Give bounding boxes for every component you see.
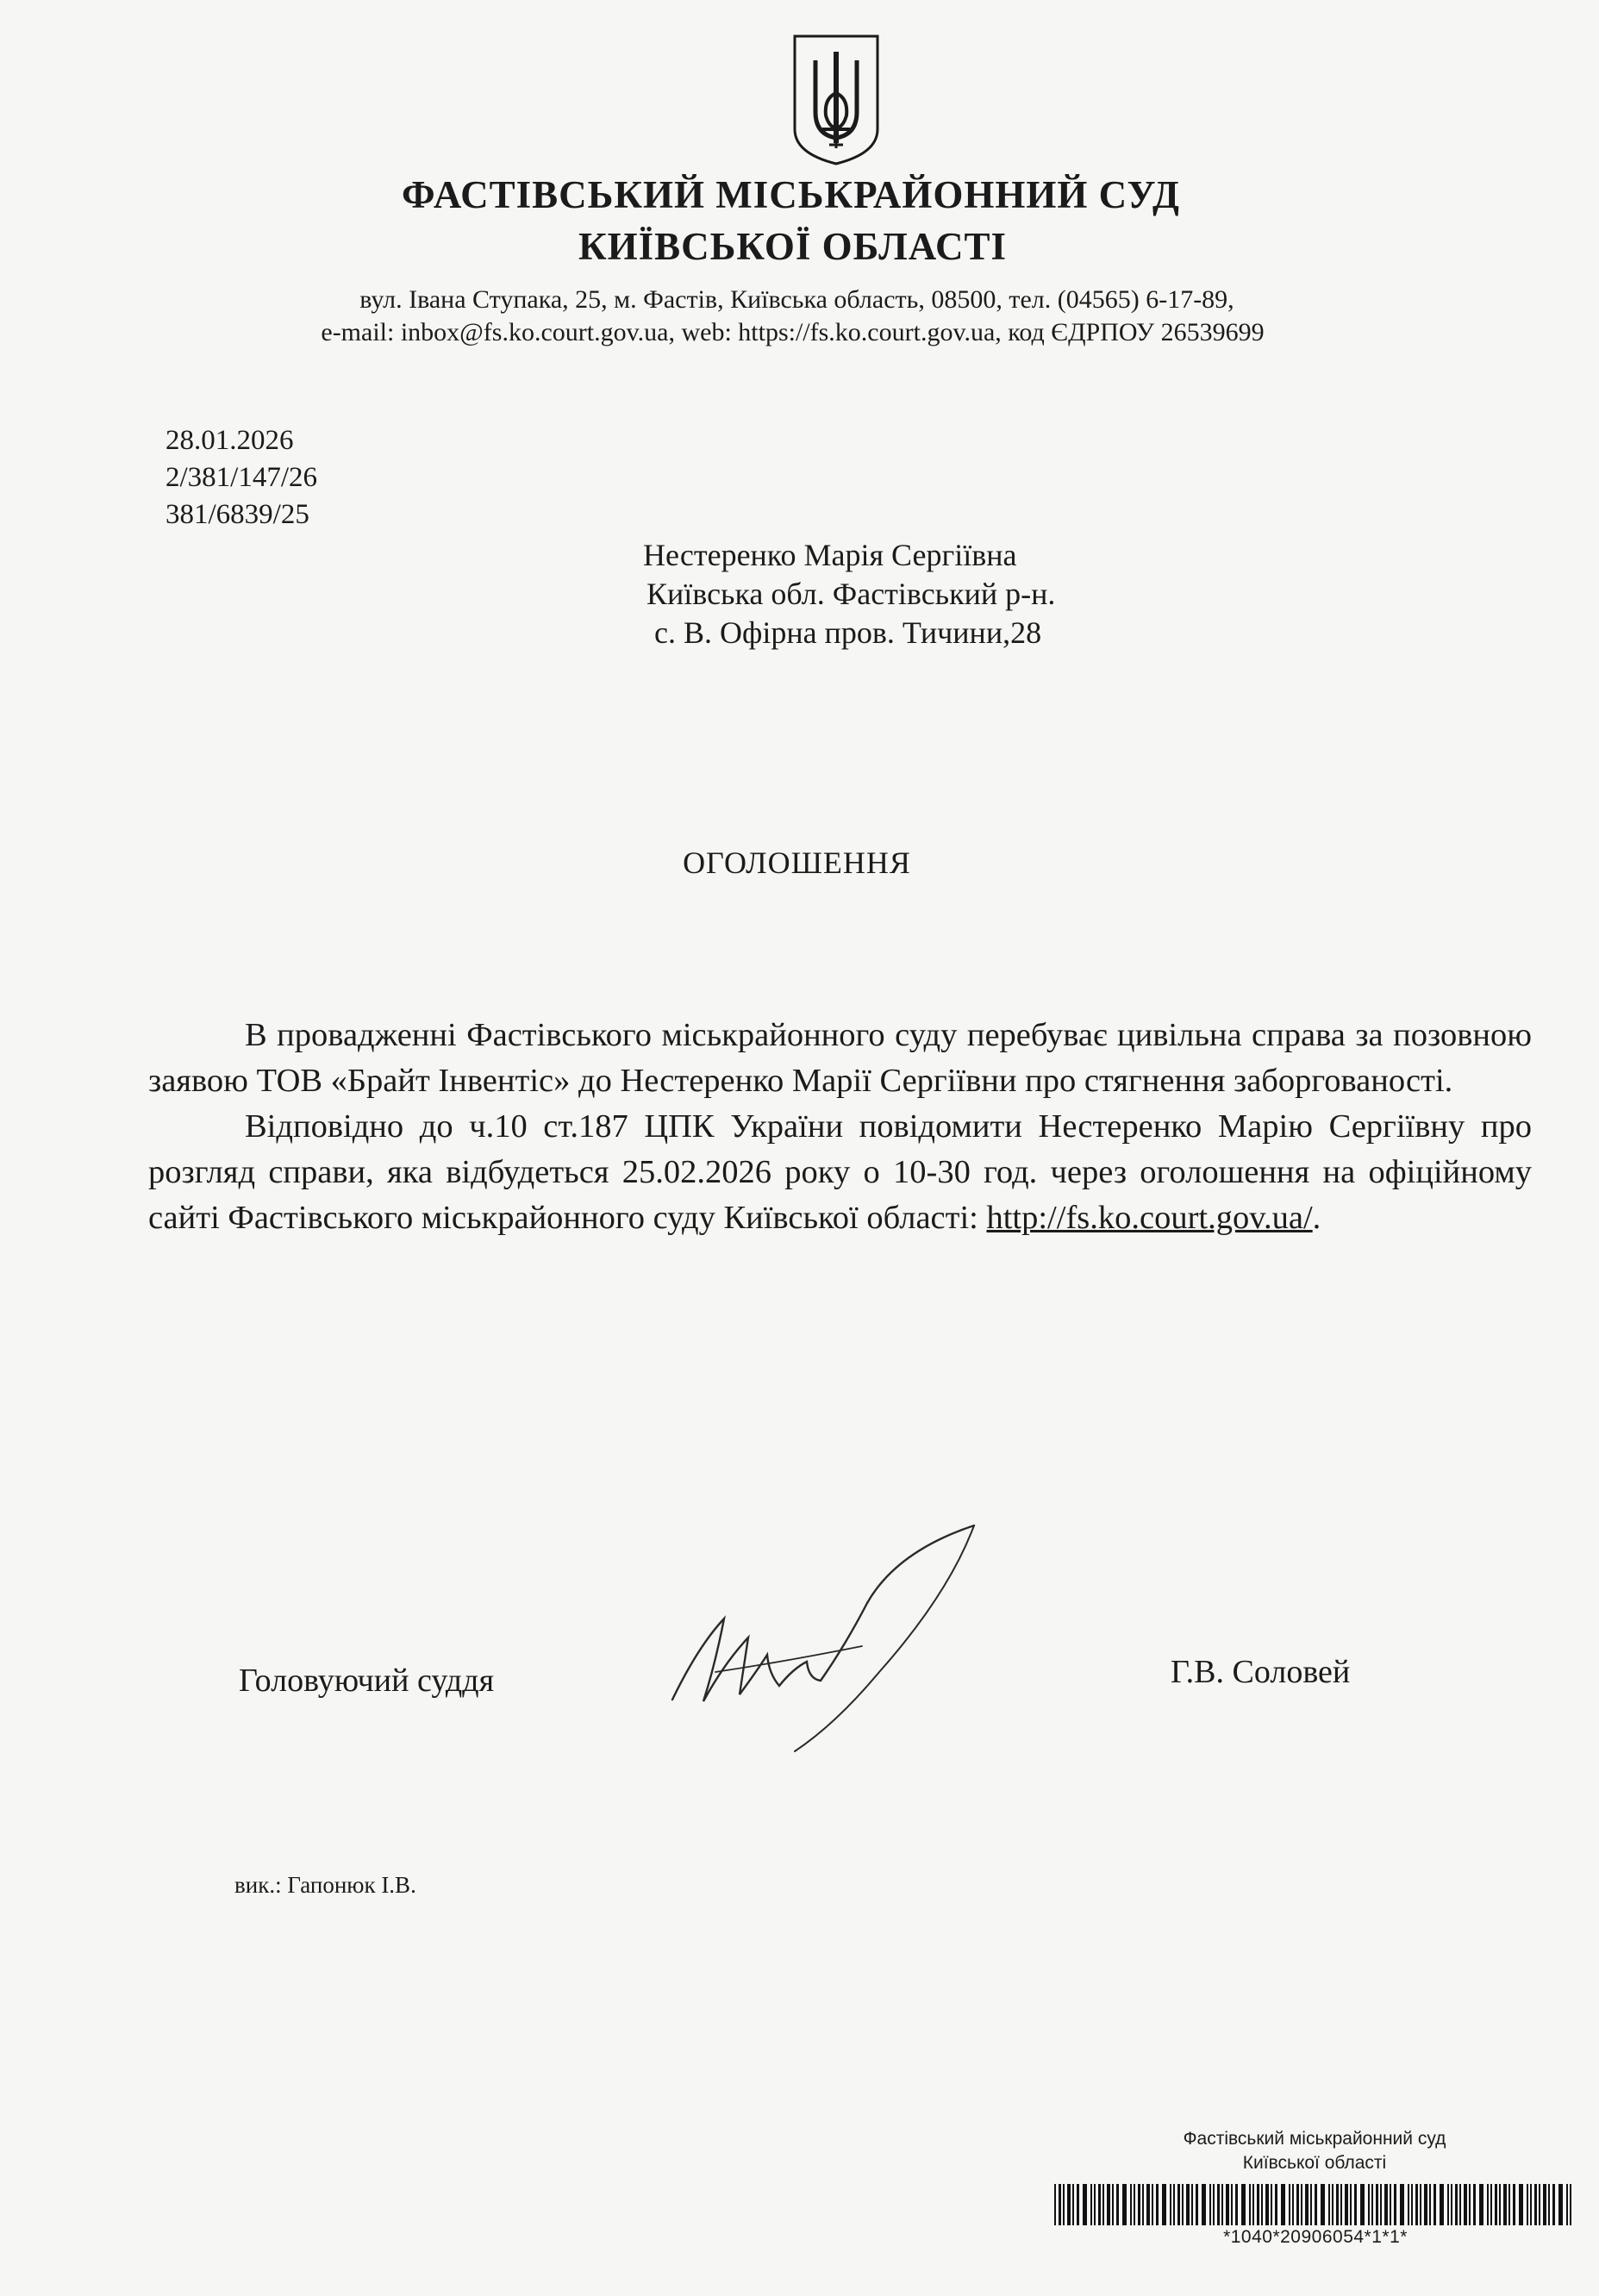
barcode-bar xyxy=(1116,2184,1119,2225)
barcode-bar xyxy=(1063,2184,1065,2225)
executor-note: вик.: Гапонюк І.В. xyxy=(234,1872,416,1898)
barcode-bar xyxy=(1376,2184,1378,2225)
barcode-bar xyxy=(1261,2184,1263,2225)
barcode-bar xyxy=(1098,2184,1101,2225)
barcode-bar xyxy=(1495,2184,1497,2225)
barcode-bar xyxy=(1130,2184,1132,2225)
barcode-bar xyxy=(1275,2184,1277,2225)
barcode-bar xyxy=(1354,2184,1357,2225)
barcode-bar xyxy=(1499,2184,1501,2225)
barcode-bar xyxy=(1408,2184,1409,2225)
barcode-bar xyxy=(1289,2184,1290,2225)
barcode-bar xyxy=(1390,2184,1391,2225)
barcode-bar xyxy=(1072,2184,1074,2225)
barcode-bar xyxy=(1380,2184,1382,2225)
barcode-bar xyxy=(1196,2184,1198,2225)
body-paragraph-2 xyxy=(148,1104,1532,1241)
barcode-bar xyxy=(1305,2184,1309,2225)
barcode-bar xyxy=(1191,2184,1193,2225)
barcode-bar xyxy=(1451,2184,1452,2225)
barcode-number: *1040*20906054*1*1* xyxy=(1223,2227,1408,2247)
barcode-bar xyxy=(1235,2184,1238,2225)
barcode-bar xyxy=(1345,2184,1348,2225)
barcode-bar xyxy=(1513,2184,1515,2225)
barcode-bar xyxy=(1440,2184,1444,2225)
barcode-bar xyxy=(1077,2184,1079,2225)
barcode-bar xyxy=(1552,2184,1555,2225)
barcode-bar xyxy=(1473,2184,1476,2225)
barcode-bar xyxy=(1182,2184,1184,2225)
barcode-bar xyxy=(1156,2184,1159,2225)
barcode-bar xyxy=(1094,2184,1096,2225)
barcode-bar xyxy=(1459,2184,1461,2225)
barcode-bar xyxy=(1241,2184,1246,2225)
barcode-bar xyxy=(1411,2184,1413,2225)
barcode-bar xyxy=(1328,2184,1330,2225)
barcode-bar xyxy=(1315,2184,1317,2225)
document-body xyxy=(148,1013,1532,1241)
document-references xyxy=(166,422,317,533)
barcode-bar xyxy=(1534,2184,1537,2225)
court-name-line1: ФАСТІВСЬКИЙ МІСЬКРАЙОННИЙ СУД xyxy=(402,173,1180,216)
barcode-bar xyxy=(1530,2184,1532,2225)
barcode-bar xyxy=(1146,2184,1150,2225)
barcode-bar xyxy=(1424,2184,1427,2225)
court-address: вул. Івана Ступака, 25, м. Фастів, Київська область, 08500, тел. (04565) 6-17-89, xyxy=(359,285,1234,314)
barcode-bar xyxy=(1162,2184,1166,2225)
barcode-bar xyxy=(1479,2184,1483,2225)
stamp-court-name: Фастівський міськрайонний суд xyxy=(1183,2129,1446,2149)
case-number: 381/6839/25 xyxy=(166,499,309,530)
barcode-bar xyxy=(1548,2184,1550,2225)
barcode-bar xyxy=(1469,2184,1471,2225)
barcode-bar xyxy=(1429,2184,1431,2225)
barcode-bar xyxy=(1566,2184,1568,2225)
barcode-bar xyxy=(1519,2184,1523,2225)
barcode-bar xyxy=(1558,2184,1563,2225)
barcode-bar xyxy=(1464,2184,1467,2225)
judge-name: Г.В. Соловей xyxy=(1171,1654,1351,1690)
coat-of-arms-icon xyxy=(791,33,881,167)
barcode-bar xyxy=(1350,2184,1352,2225)
handwritten-signature xyxy=(664,1517,991,1758)
barcode-bar xyxy=(1265,2184,1269,2225)
barcode-bar xyxy=(1186,2184,1190,2225)
barcode-bar xyxy=(1340,2184,1342,2225)
recipient-address: с. В. Офірна пров. Тичини,28 xyxy=(654,615,1042,650)
barcode-bar xyxy=(1433,2184,1436,2225)
barcode-bar xyxy=(1209,2184,1211,2225)
barcode-bar xyxy=(1487,2184,1489,2225)
court-website-link[interactable]: http://fs.ko.court.gov.ua/ xyxy=(986,1200,1313,1236)
barcode-bar xyxy=(1371,2184,1373,2225)
barcode-bar xyxy=(1292,2184,1294,2225)
recipient-name: Нестеренко Марія Сергіївна xyxy=(643,538,1017,572)
barcode-bar xyxy=(1202,2184,1206,2225)
barcode-bar xyxy=(1177,2184,1180,2225)
court-contacts: e-mail: inbox@fs.ko.court.gov.ua, web: https://fs.ko.court.gov.ua, код ЄДРПОУ 26539699 xyxy=(321,318,1265,346)
barcode-bar xyxy=(1257,2184,1259,2225)
barcode-bar xyxy=(1122,2184,1127,2225)
barcode-bar xyxy=(1138,2184,1140,2225)
barcode-bar xyxy=(1455,2184,1458,2225)
barcode-bar xyxy=(1368,2184,1370,2225)
barcode-bar xyxy=(1054,2184,1056,2225)
barcode-bar xyxy=(1332,2184,1334,2225)
barcode-icon xyxy=(1052,2184,1577,2225)
barcode-bar xyxy=(1112,2184,1114,2225)
barcode-bar xyxy=(1271,2184,1272,2225)
barcode-bar xyxy=(1226,2184,1229,2225)
document-date: 28.01.2026 xyxy=(166,425,294,456)
body-paragraph-2-text: Відповідно до ч.10 ст.187 ЦПК України повідомити Нестеренко Марію Сергіївну про розгляд справи, яка відбудеться 25.02.2026 року о 10-30 год. через оголошення на офіційному сайті Фастівського міськрайонного суду Київської області: xyxy=(148,1108,1532,1236)
body-paragraph-2-end: . xyxy=(1312,1200,1321,1236)
barcode-bar xyxy=(1252,2184,1254,2225)
barcode-bar xyxy=(1336,2184,1339,2225)
barcode-bar xyxy=(1102,2184,1104,2225)
barcode-bar xyxy=(1415,2184,1418,2225)
barcode-bar xyxy=(1543,2184,1546,2225)
barcode-bar xyxy=(1107,2184,1110,2225)
barcode-bar xyxy=(1170,2184,1171,2225)
body-paragraph-1: В провадженні Фастівського міськрайонного суду перебуває цивільна справа за позовною заявою ТОВ «Брайт Інвентіс» до Нестеренко Марії Сергіївни про стягнення заборгованості. xyxy=(148,1017,1532,1099)
outgoing-number: 2/381/147/26 xyxy=(166,462,318,493)
barcode-bar xyxy=(1296,2184,1299,2225)
barcode-bar xyxy=(1281,2184,1285,2225)
barcode-bar xyxy=(1059,2184,1061,2225)
barcode-bar xyxy=(1134,2184,1135,2225)
barcode-bar xyxy=(1384,2184,1388,2225)
barcode-bar xyxy=(1067,2184,1071,2225)
barcode-bar xyxy=(1090,2184,1092,2225)
signatory-role: Головуючий суддя xyxy=(239,1663,495,1699)
stamp-region: Київської області xyxy=(1242,2153,1387,2173)
barcode-bar xyxy=(1503,2184,1507,2225)
barcode-bar xyxy=(1221,2184,1223,2225)
barcode-bar xyxy=(1527,2184,1528,2225)
barcode-bar xyxy=(1173,2184,1175,2225)
barcode-bar xyxy=(1249,2184,1251,2225)
registration-stamp xyxy=(1047,2127,1582,2248)
barcode-bar xyxy=(1217,2184,1220,2225)
barcode-bar xyxy=(1447,2184,1449,2225)
barcode-bar xyxy=(1152,2184,1153,2225)
barcode-bar xyxy=(1394,2184,1396,2225)
document-title: ОГОЛОШЕННЯ xyxy=(683,845,911,880)
barcode-bar xyxy=(1321,2184,1325,2225)
barcode-bar xyxy=(1490,2184,1492,2225)
barcode-bar xyxy=(1400,2184,1404,2225)
barcode-bar xyxy=(1420,2184,1421,2225)
barcode-bar xyxy=(1083,2184,1087,2225)
barcode-bar xyxy=(1508,2184,1510,2225)
barcode-bar xyxy=(1539,2184,1540,2225)
court-name-line2: КИЇВСЬКОЇ ОБЛАСТІ xyxy=(578,225,1008,268)
barcode-bar xyxy=(1360,2184,1365,2225)
recipient-block xyxy=(643,536,1055,652)
barcode-bar xyxy=(1570,2184,1571,2225)
barcode-bar xyxy=(1310,2184,1312,2225)
barcode-bar xyxy=(1213,2184,1215,2225)
barcode-bar xyxy=(1142,2184,1144,2225)
barcode-bar xyxy=(1231,2184,1233,2225)
recipient-region: Київська обл. Фастівський р-н. xyxy=(646,577,1056,611)
barcode-bar xyxy=(1301,2184,1302,2225)
